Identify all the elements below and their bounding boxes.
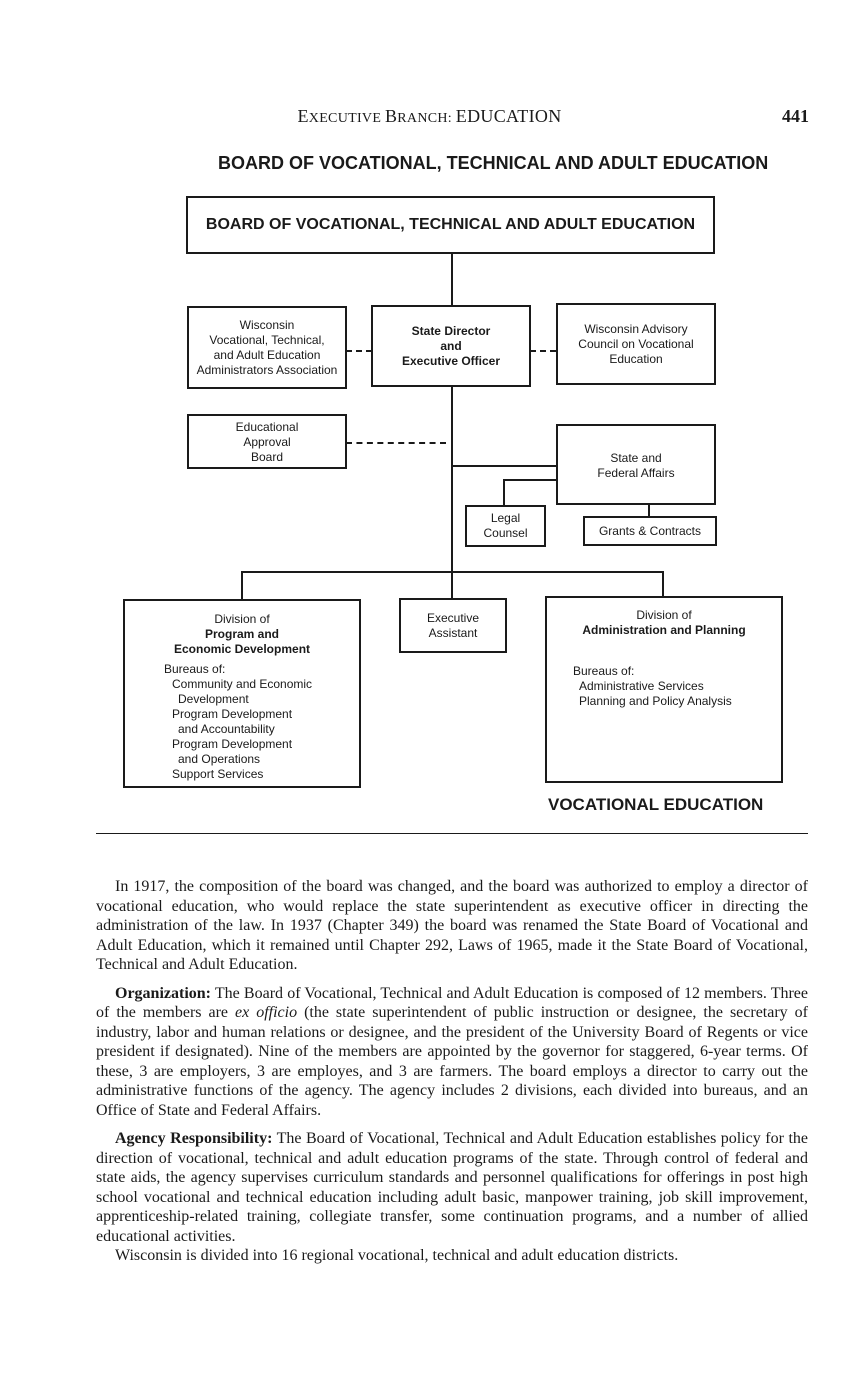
bureau-item: and Accountability [178,722,275,736]
state-federal-line: State and [610,451,662,465]
division-program-prefix: Division of [214,612,270,626]
connector-division-admin [662,571,664,597]
paragraph-history: In 1917, the composition of the board was changed, and the board was authorized to employ a director of vocational education, who would replace the state superintendent as executive officer in directing the administration of the law. In 1937 (Chapter 349) the board was renamed the State Board of Vocational and Adult Education, which it remained until Chapter 292, Laws of 1965, made it the State Board of Vocational, Technical and Adult Education. [96,878,808,973]
connector-division-program [241,571,243,600]
organization-text: The Board of Vocational, Technical and Adult Education is composed of 12 members. Three of the members are [96,984,808,1021]
admin-assoc-line: Vocational, Technical, [209,333,325,347]
admin-assoc-line: Wisconsin [239,318,295,332]
administrators-association-box [187,306,347,389]
section-divider [96,833,808,834]
approval-line: Educational [235,420,299,434]
exec-assistant-line: Executive [426,611,480,625]
connector-assoc-dashed [346,350,372,352]
division-program-bureaus [125,662,359,782]
section-heading: VOCATIONAL EDUCATION [548,795,764,814]
connector-trunk-statefed [451,465,557,467]
division-admin-box [545,596,783,783]
bureaus-label: Bureaus of: [164,662,226,676]
bureau-item: Development [178,692,249,706]
director-line: and [440,339,462,353]
running-head-education: EDUCATION [455,106,562,126]
paragraph-organization [96,984,808,1121]
paragraph-districts: Wisconsin is divided into 16 regional vocational, technical and adult education districts. [115,1247,679,1264]
connector-advisory-dashed [530,350,556,352]
connector-statefed-grants [648,503,650,517]
grants-label: Grants & Contracts [598,524,702,538]
paragraph-responsibility [96,1129,808,1246]
connector-statefed-legal-h [503,479,557,481]
responsibility-label: Agency Responsibility: [115,1130,273,1147]
running-head-b: B [384,106,398,126]
division-program-box [123,599,361,788]
legal-line: Legal [490,511,521,525]
bureau-item: Community and Economic [172,677,313,691]
running-head-ranch: RANCH: [397,111,456,126]
advisory-line: Wisconsin Advisory [584,322,688,336]
legal-line: Counsel [483,526,528,540]
director-line: State Director [411,324,491,338]
admin-assoc-line: and Adult Education [213,348,321,362]
approval-line: Board [250,450,284,464]
grants-contracts-box [583,516,717,546]
state-federal-line: Federal Affairs [597,466,675,480]
division-admin-bureaus [547,664,781,709]
bureau-item: Program Development [172,707,293,721]
state-director-box [371,305,531,387]
division-admin-prefix: Division of [636,608,692,622]
connector-approval-dashed [346,442,446,444]
legal-counsel-box [465,505,546,547]
state-federal-affairs-box [556,424,716,505]
organization-text: (the state superintendent of public instruction or designee, the secretary of industry, labor and human relations or designee, and the president of the University Board of Regents or vice president if designated). Nine of the members are appointed by the governor for staggered, 6-year terms. Of these, 3 are employers, 3 are employes, and 3 are farmers. The board employs a director to carry out the administrative functions of the agency. The agency includes 2 divisions, each divided into bureaus, and an Office of State and Federal Affairs. [96,1004,808,1119]
connector-divisions-bar [241,571,664,573]
division-program-name: Economic Development [173,642,311,656]
connector-director-trunk [451,386,453,600]
advisory-line: Council on Vocational [578,337,694,351]
bureau-item: Program Development [172,737,293,751]
division-program-name: Program and [204,627,279,641]
advisory-council-box [556,303,716,385]
approval-line: Approval [243,435,291,449]
bureaus-label: Bureaus of: [573,664,635,678]
division-admin-name: Administration and Planning [582,623,746,637]
bureau-item: Planning and Policy Analysis [579,694,732,708]
board-box: BOARD OF VOCATIONAL, TECHNICAL AND ADULT EDUCATION [186,196,715,254]
running-head-xecutive: XECUTIVE [308,111,385,126]
bureau-item: and Operations [178,752,261,766]
admin-assoc-line: Administrators Association [196,363,338,377]
body-text [96,877,808,1275]
exec-assistant-line: Assistant [428,626,478,640]
organization-italic: ex officio [235,1004,298,1021]
chart-title: BOARD OF VOCATIONAL, TECHNICAL AND ADULT EDUCATION [218,153,769,173]
director-line: Executive Officer [401,354,501,368]
bureau-item: Administrative Services [579,679,704,693]
organization-label: Organization: [115,984,211,1002]
page-number: 441 [782,106,809,126]
running-head [0,106,859,127]
responsibility-text: The Board of Vocational, Technical and Adult Education establishes policy for the direction of vocational, technical and adult education programs of the state. Through control of federal and state aids, the agency supervises curriculum standards and personnel qualifications for offerings in post high school vocational and technical education including adult basic, manpower training, job skill improvement, apprenticeship-related training, collegiate transfer, some continuation programs, and a number of allied educational activities. [96,1130,808,1245]
connector-statefed-legal-v [503,479,505,506]
bureau-item: Support Services [172,767,264,781]
running-head-e: E [297,106,309,126]
executive-assistant-box [399,598,507,653]
educational-approval-board-box [187,414,347,469]
advisory-line: Education [609,352,663,366]
connector-board-director [451,254,453,306]
